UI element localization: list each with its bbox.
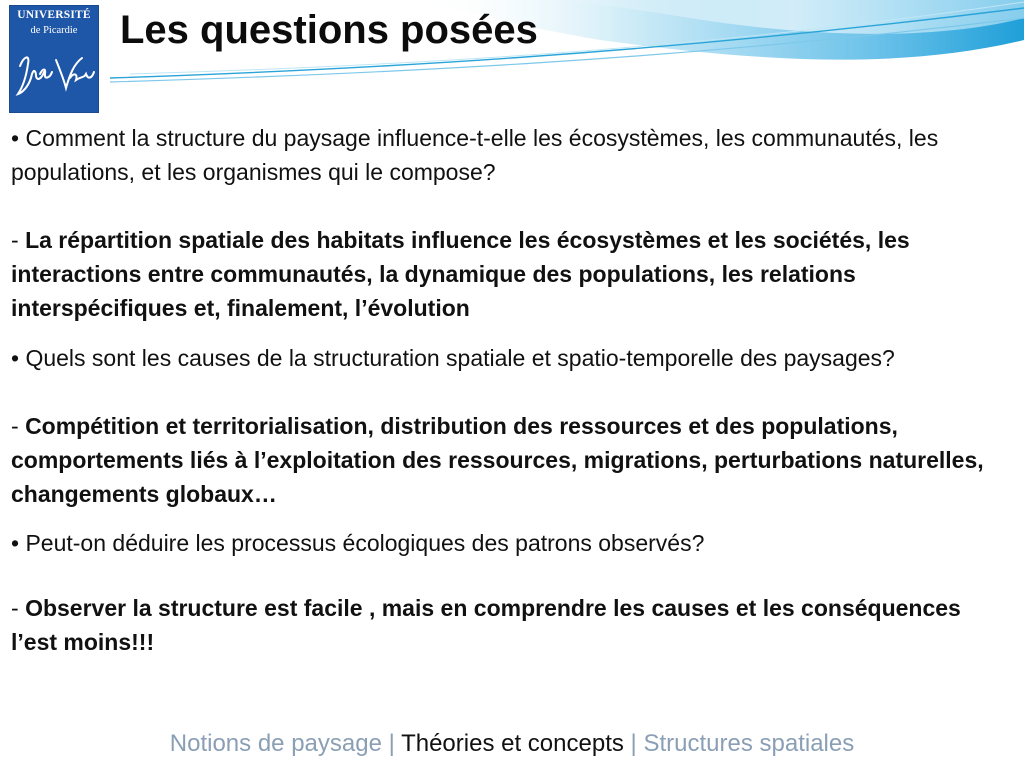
- answer-2-text: Compétition et territorialisation, distribution des ressources et des populations, comportements liés à l’exploitation des ressources, migrations, perturbations naturelles, changements globaux…: [11, 413, 984, 507]
- signature-icon: [10, 38, 100, 113]
- university-logo: [9, 5, 99, 113]
- bullet-icon: •: [11, 125, 20, 151]
- answer-3: [11, 591, 1001, 659]
- question-1: [11, 121, 1001, 189]
- answer-1: [11, 223, 1001, 325]
- footer-item-theories[interactable]: Théories et concepts: [401, 730, 624, 757]
- answer-1-text: La répartition spatiale des habitats influence les écosystèmes et les sociétés, les interactions entre communautés, la dynamique des populations, les relations interspécifiques et, finalement, l’évolution: [11, 227, 910, 321]
- dash-marker: -: [11, 227, 26, 253]
- bullet-icon: •: [11, 345, 20, 371]
- question-2: [11, 341, 1001, 375]
- question-1-text: Comment la structure du paysage influence-t-elle les écosystèmes, les communautés, les populations, et les organismes qui le compose?: [11, 125, 939, 185]
- question-3: [11, 526, 1001, 560]
- slide-title: Les questions posées: [120, 8, 538, 52]
- dash-marker: -: [11, 413, 26, 439]
- answer-3-text: Observer la structure est facile , mais en comprendre les causes et les conséquences l’est moins!!!: [11, 595, 961, 655]
- logo-line2: de Picardie: [30, 25, 78, 36]
- question-3-text: Peut-on déduire les processus écologiques des patrons observés?: [25, 530, 705, 556]
- footer-item-notions[interactable]: Notions de paysage: [169, 730, 382, 757]
- slide-content: [11, 121, 1001, 659]
- bullet-icon: •: [11, 530, 20, 556]
- logo-line1: UNIVERSITÉ: [17, 9, 91, 21]
- footer-item-structures[interactable]: Structures spatiales: [643, 730, 855, 757]
- footer-navigation: [0, 730, 1024, 758]
- footer-separator: |: [381, 730, 402, 757]
- question-2-text: Quels sont les causes de la structuration spatiale et spatio-temporelle des paysages?: [25, 345, 895, 371]
- answer-2: [11, 409, 1001, 511]
- footer-separator: |: [623, 730, 644, 757]
- dash-marker: -: [11, 595, 26, 621]
